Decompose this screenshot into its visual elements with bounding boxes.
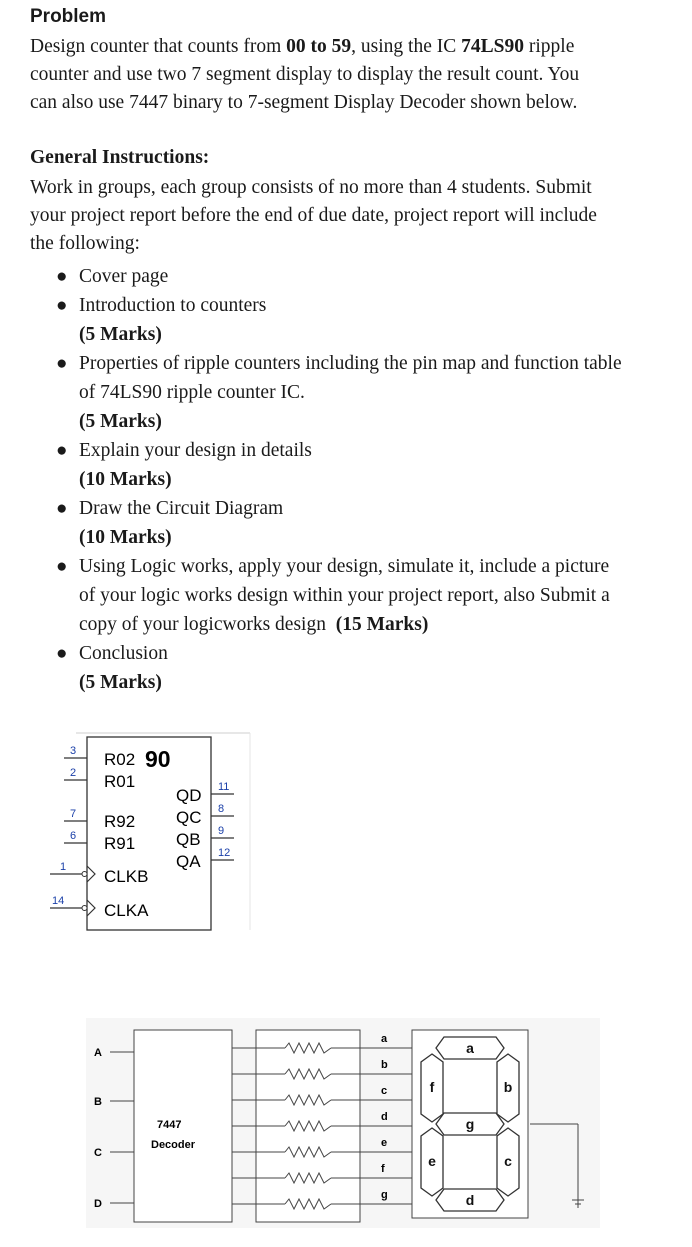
pin-number: 1 [60,861,67,873]
pin-number: 14 [52,895,65,907]
pin-label: R01 [104,772,136,791]
pin-number: 12 [218,847,231,859]
segment-label: g [465,1116,475,1132]
marks-label: (5 Marks) [79,324,162,345]
problem-line-3: can also use 7447 binary to 7-segment Display Decoder shown below. [30,92,578,113]
list-item: ● Conclusion (5 Marks) [0,639,692,697]
bullet-icon: ● [56,295,68,316]
bullet-icon: ● [56,643,68,664]
marks-label: (5 Marks) [79,672,162,693]
pin-label: QA [176,852,201,871]
pin-number: 6 [70,830,77,842]
pin-number: 2 [70,767,77,779]
general-line-1: Work in groups, each group consists of no more than 4 students. Submit [30,177,592,198]
decoder-output-label: f [381,1163,385,1175]
problem-line-2: counter and use two 7 segment display to display the result count. You [30,64,580,85]
pin-number: 9 [218,825,225,837]
general-line-2: your project report before the end of due date, project report will include [30,205,597,226]
decoder-output-label: g [381,1189,388,1201]
list-item: ● Draw the Circuit Diagram (10 Marks) [0,494,692,552]
decoder-label: Decoder [151,1139,196,1151]
pin-number: 7 [70,808,77,820]
pin-label: R02 [104,750,136,769]
list-item: ● Properties of ripple counters including the pin map and function table of 74LS90 ripple counter IC. (5 Marks) [0,349,692,436]
general-instructions-heading: General Instructions: [30,147,210,168]
decoder-output-label: d [381,1111,388,1123]
decoder-label: 7447 [157,1119,182,1131]
marks-label: (15 Marks) [335,614,429,635]
segment-label: f [429,1079,435,1095]
list-item: ● Introduction to counters (5 Marks) [0,291,692,349]
pin-label: QC [176,808,202,827]
general-line-3: the following: [30,233,140,254]
segment-label: d [465,1192,475,1208]
segment-label: a [466,1040,474,1056]
marks-label: (5 Marks) [79,411,162,432]
decoder-output-label: b [381,1059,388,1071]
decoder-body [134,1030,232,1222]
pin-label: R91 [104,834,136,853]
marks-label: (10 Marks) [79,527,172,548]
bullet-icon: ● [56,353,68,374]
pin-label: QB [176,830,201,849]
pin-number: 11 [218,781,230,793]
segment-label: c [504,1153,512,1169]
problem-line-1: Design counter that counts from 00 to 59, using the IC 74LS90 ripple [30,36,575,57]
bullet-icon: ● [56,440,68,461]
ic-part-number: 90 [145,746,171,772]
pin-label: CLKB [104,867,149,886]
pin-label: CLKA [104,901,149,920]
marks-label: (10 Marks) [79,469,172,490]
problem-heading: Problem [30,6,107,27]
bullet-icon: ● [56,556,68,577]
pin-label: R92 [104,812,136,831]
pin-number: 3 [70,745,77,757]
list-item: ● Cover page [0,262,692,291]
decoder-input-label: A [94,1047,102,1059]
decoder-input-label: C [94,1147,102,1159]
list-item: ● Using Logic works, apply your design, simulate it, include a picture of your logic works design within your project report, also Submit a copy of your logicworks design (15 Marks) [0,552,692,639]
decoder-output-label: a [381,1033,388,1045]
decoder-input-label: B [94,1096,102,1108]
pin-number: 8 [218,803,225,815]
list-item: ● Explain your design in details (10 Marks) [0,436,692,494]
decoder-output-label: c [381,1085,388,1097]
decoder-output-label: e [381,1137,388,1149]
segment-label: b [503,1079,513,1095]
decoder-input-label: D [94,1198,102,1210]
bullet-icon: ● [56,266,68,287]
pin-label: QD [176,786,202,805]
bullet-icon: ● [56,498,68,519]
segment-label: e [428,1153,436,1169]
